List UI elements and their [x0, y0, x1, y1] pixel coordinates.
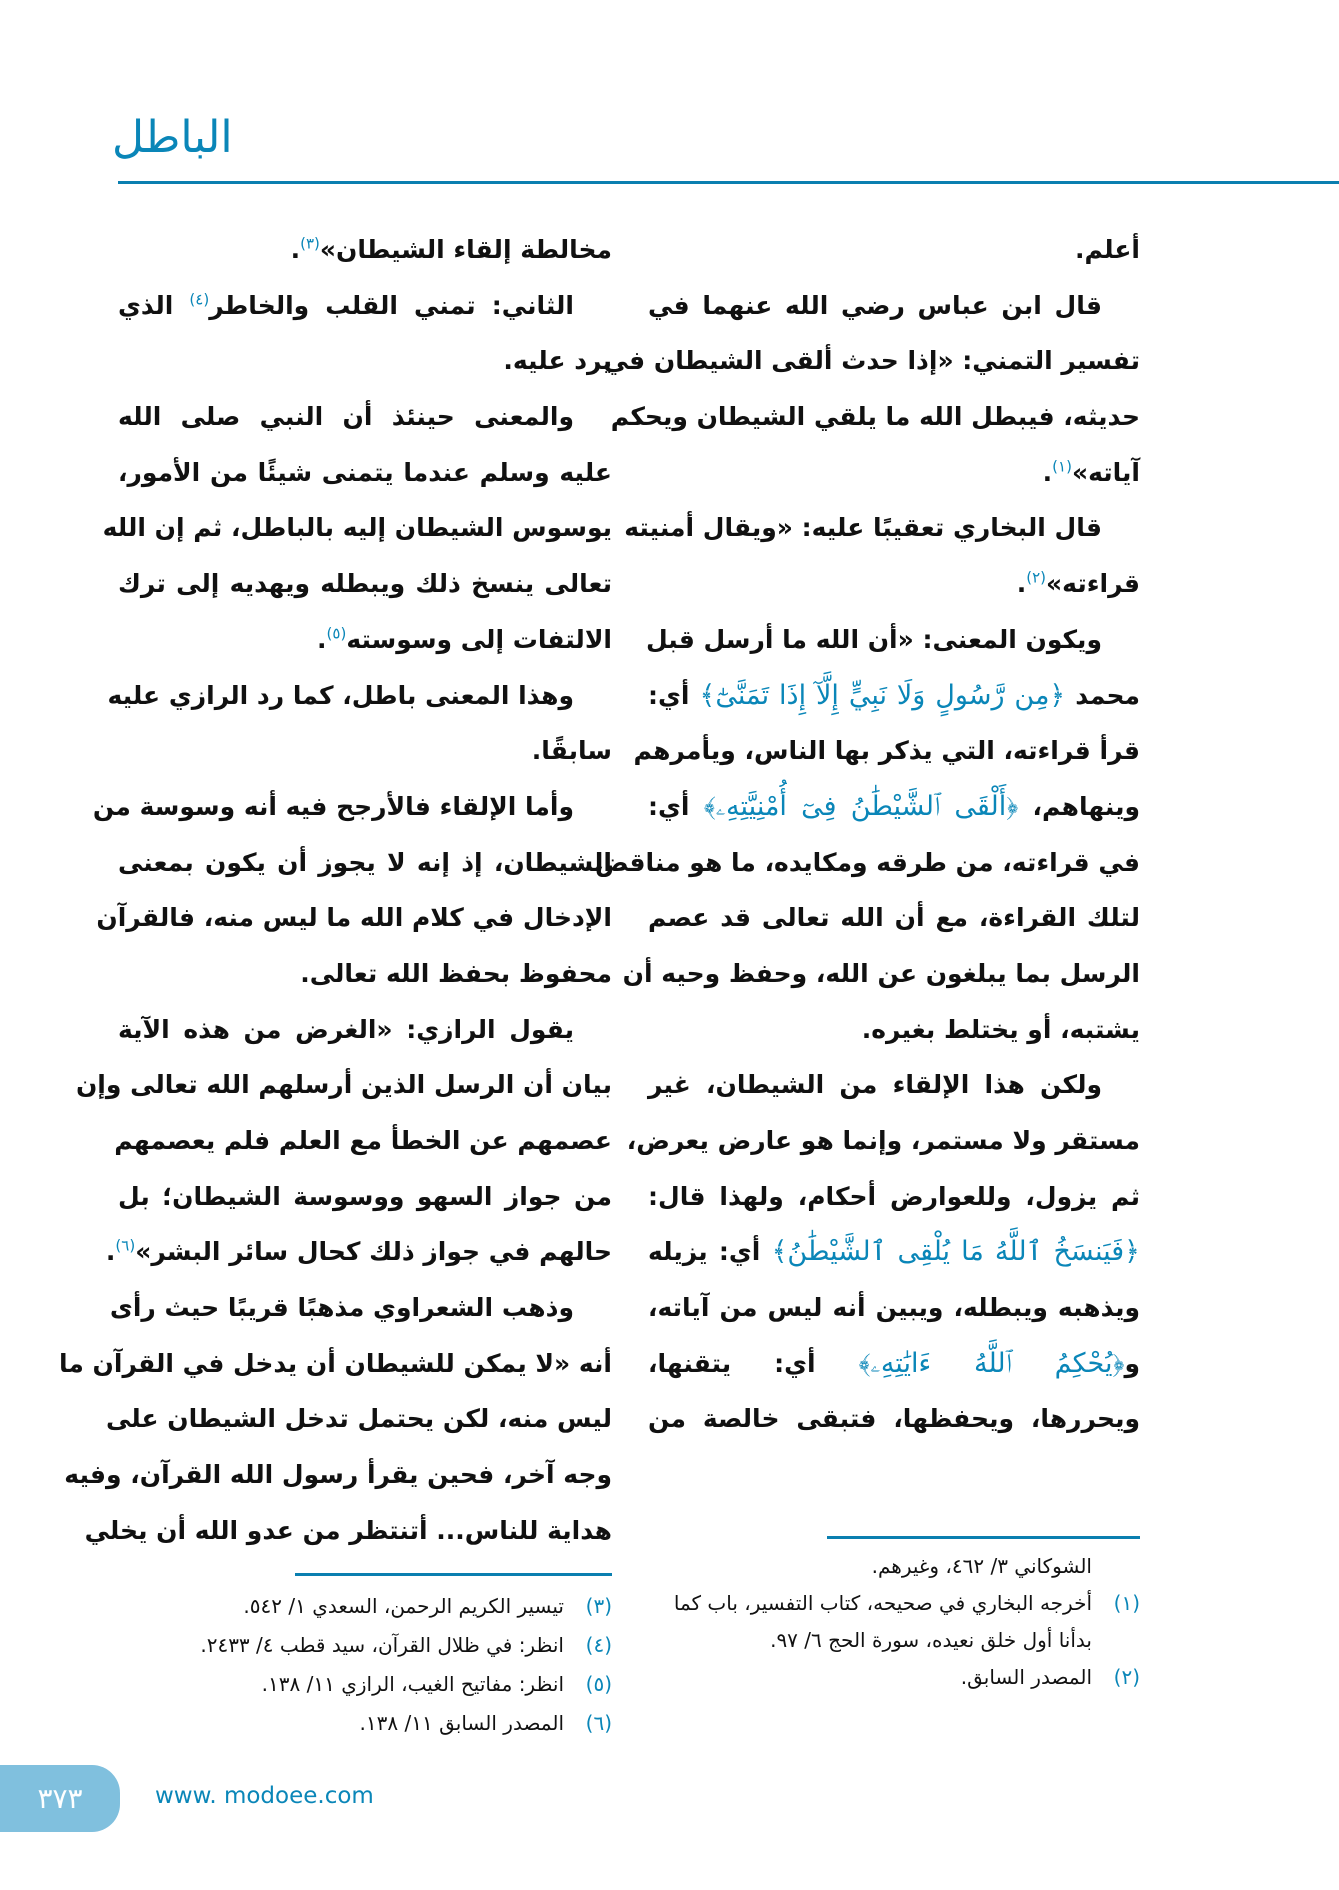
text-line: [64, 1447, 612, 1503]
text-line: [58, 1336, 612, 1392]
text-line: [595, 835, 1140, 891]
text-run: عصمهم عن الخطأ مع العلم فلم يعصمهم: [114, 1126, 612, 1155]
text-line: [648, 1336, 1140, 1392]
right-text-column: [595, 222, 1141, 1447]
text-line: [102, 500, 612, 556]
text-run: أي:: [648, 680, 700, 710]
quran-verse: ﴿مِن رَّسُولٍ وَلَا نَبِيٍّ إِلَّآ إِذَا تَمَنَّىٰٓ﴾: [699, 679, 1066, 711]
text-line: [648, 668, 1140, 724]
footnote-number: [1092, 1548, 1140, 1585]
footnote-number: (٣): [585, 1594, 612, 1618]
text-run: ويحررها، ويحفظها، فتبقى خالصة من: [648, 1404, 1140, 1434]
footnote: [118, 1587, 612, 1626]
text-run: يرد عليه.: [503, 346, 612, 376]
text-run: آياته»: [1071, 457, 1140, 487]
footnote-divider-right: [827, 1536, 1140, 1539]
text-line: [118, 389, 612, 445]
footnote: [118, 1665, 612, 1704]
text-line: [648, 1002, 1140, 1058]
page-number: ٣٧٣: [0, 1765, 120, 1832]
text-run: قال ابن عباس رضي الله عنهما في: [648, 290, 1102, 320]
text-run: وهذا المعنى باطل، كما رد الرازي عليه: [107, 680, 574, 710]
text-run: قال البخاري تعقيبًا عليه: «ويقال أمنيته: [624, 513, 1102, 543]
footnote: [648, 1585, 1140, 1659]
text-run: سابقًا.: [531, 736, 612, 766]
footnote-marker[interactable]: (٥): [326, 624, 347, 643]
text-line: [84, 1503, 612, 1559]
chapter-title: الباطل: [112, 112, 233, 163]
quran-verse: ﴿فَيَنسَخُ ٱللَّهُ مَا يُلْقِى ٱلشَّيْطَٰنُ﴾: [771, 1236, 1140, 1268]
text-run: في قراءته، من طرقه ومكايده، ما هو مناقض: [595, 847, 1140, 877]
text-line: [118, 1169, 612, 1225]
text-run: الثاني: تمني القلب والخاطر: [209, 290, 575, 320]
text-run: تفسير التمني: «إذا حدث ألقى الشيطان في: [603, 346, 1140, 376]
text-line: [118, 946, 612, 1002]
text-run: يوسوس الشيطان إليه بالباطل، ثم إن الله: [102, 513, 612, 543]
text-line: [118, 445, 612, 501]
header-divider: [118, 181, 1339, 184]
text-line: [645, 612, 1140, 668]
text-line: [118, 278, 612, 334]
left-text-column: [58, 222, 612, 1559]
text-run: .: [105, 1237, 116, 1267]
text-line: [114, 1113, 612, 1169]
text-line: [648, 890, 1140, 946]
text-run: .: [290, 235, 301, 264]
footnote-number: (٢): [1113, 1665, 1140, 1689]
text-run: أي:: [648, 791, 704, 821]
text-run: محمد: [1065, 680, 1141, 710]
footnote-marker[interactable]: (٤): [189, 290, 210, 309]
text-run: وذهب الشعراوي مذهبًا قريبًا حيث رأى: [109, 1293, 574, 1323]
text-run: الرسل بما يبلغون عن الله، وحفظ وحيه أن: [622, 958, 1140, 988]
text-line: [603, 333, 1140, 389]
text-run: أنه «لا يمكن للشيطان أن يدخل في القرآن ما: [58, 1348, 612, 1378]
text-line: [610, 389, 1140, 445]
text-line: [92, 779, 612, 835]
text-line: [105, 1391, 612, 1447]
text-run: ويذهبه ويبطله، ويبين أنه ليس من آياته،: [648, 1293, 1140, 1323]
text-run: أي: يزيله: [648, 1237, 772, 1267]
text-line: [118, 333, 612, 389]
text-run: يقول الرازي: «الغرض من هذه الآية: [118, 1014, 574, 1044]
text-line: [109, 1280, 612, 1336]
text-line: [118, 222, 612, 278]
text-line: [648, 1224, 1140, 1280]
text-line: [118, 612, 612, 668]
text-line: [633, 723, 1140, 779]
text-line: [105, 1224, 612, 1280]
footnote-text: المصدر السابق.: [960, 1665, 1092, 1689]
text-run: ويكون المعنى: «أن الله ما أرسل قبل: [645, 624, 1102, 654]
text-run: ولكن هذا الإلقاء من الشيطان، غير: [648, 1070, 1102, 1100]
footnote-number: (٦): [585, 1711, 612, 1735]
footnote-text: انظر: مفاتيح الغيب، الرازي ١١/ ١٣٨.: [261, 1672, 564, 1696]
text-run: من جواز السهو ووسوسة الشيطان؛ بل: [118, 1181, 612, 1211]
text-run: يشتبه، أو يختلط بغيره.: [861, 1014, 1140, 1044]
text-run: الذي: [118, 290, 190, 320]
text-run: أعلم.: [1075, 235, 1140, 264]
footnotes-right: [648, 1548, 1140, 1696]
footnote-marker[interactable]: (٣): [300, 234, 320, 253]
text-run: والمعنى حينئذ أن النبي صلى الله: [118, 402, 574, 432]
footnote-text: الشوكاني ٣/ ٤٦٢، وغيرهم.: [871, 1554, 1092, 1578]
text-line: [648, 1057, 1140, 1113]
text-run: قراءته»: [1046, 569, 1140, 599]
text-line: [624, 500, 1140, 556]
footnote: [118, 1704, 612, 1743]
footnote-number: (٥): [585, 1672, 612, 1696]
footnote: [648, 1548, 1140, 1585]
text-run: .: [1016, 569, 1027, 599]
footnote-text: المصدر السابق ١١/ ١٣٨.: [359, 1711, 564, 1735]
text-run: .: [317, 624, 327, 654]
text-line: [118, 1002, 612, 1058]
footnote-number: (١): [1113, 1591, 1140, 1615]
text-line: [648, 278, 1140, 334]
footnote-number: (٤): [585, 1633, 612, 1657]
text-run: الشيطان، إذ إنه لا يجوز أن يكون بمعنى: [118, 847, 612, 877]
text-run: بيان أن الرسل الذين أرسلهم الله تعالى وإن: [75, 1070, 612, 1100]
text-line: [648, 1169, 1140, 1225]
text-line: [107, 668, 612, 724]
text-run: تعالى ينسخ ذلك ويبطله ويهديه إلى ترك: [118, 569, 612, 599]
text-line: [648, 1391, 1140, 1447]
text-run: وأما الإلقاء فالأرجح فيه أنه وسوسة من: [92, 791, 574, 821]
footnote-divider-left: [295, 1573, 612, 1576]
text-line: [648, 222, 1140, 278]
text-run: و: [1124, 1348, 1140, 1378]
footnote: [118, 1626, 612, 1665]
text-line: [118, 556, 612, 612]
website-link[interactable]: www. modoee.com: [155, 1783, 374, 1809]
text-run: هداية للناس... أتنتظر من عدو الله أن يخلي: [84, 1515, 612, 1545]
footnote: [648, 1659, 1140, 1696]
text-run: وجه آخر، فحين يقرأ رسول الله القرآن، وفيه: [64, 1460, 612, 1490]
text-line: [118, 723, 612, 779]
text-line: [118, 835, 612, 891]
text-run: الإدخال في كلام الله ما ليس منه، فالقرآن: [96, 903, 612, 933]
quran-verse: ﴿يُحْكِمُ ٱللَّهُ ءَايَٰتِهِۦ﴾: [858, 1347, 1125, 1379]
text-run: أي: يتقنها،: [648, 1348, 859, 1378]
text-run: الالتفات إلى وسوسته: [346, 624, 612, 654]
footnote-marker[interactable]: (٦): [115, 1237, 136, 1256]
text-line: [626, 1113, 1140, 1169]
footnotes-left: [118, 1587, 612, 1743]
text-line: [648, 779, 1140, 835]
text-run: محفوظ بحفظ الله تعالى.: [300, 958, 612, 988]
footnote-marker[interactable]: (٢): [1026, 568, 1047, 587]
text-line: [622, 946, 1140, 1002]
text-run: ليس منه، لكن يحتمل تدخل الشيطان على: [105, 1404, 612, 1434]
text-run: وينهاهم،: [1018, 791, 1140, 821]
text-run: ثم يزول، وللعوارض أحكام، ولهذا قال:: [648, 1181, 1140, 1211]
text-line: [648, 556, 1140, 612]
text-run: مخالطة إلقاء الشيطان»: [319, 235, 612, 264]
footnote-marker[interactable]: (١): [1052, 457, 1072, 476]
text-run: لتلك القراءة، مع أن الله تعالى قد عصم: [648, 903, 1140, 933]
text-run: مستقر ولا مستمر، وإنما هو عارض يعرض،: [626, 1126, 1140, 1155]
text-line: [648, 1280, 1140, 1336]
text-line: [96, 890, 612, 946]
footnote-text: أخرجه البخاري في صحيحه، كتاب التفسير، باب كما بدأنا أول خلق نعيده، سورة الحج ٦/ ٩٧.: [673, 1591, 1092, 1652]
footnote-text: انظر: في ظلال القرآن، سيد قطب ٤/ ٢٤٣٣.: [200, 1633, 564, 1657]
text-line: [75, 1057, 612, 1113]
text-run: عليه وسلم عندما يتمنى شيئًا من الأمور،: [118, 457, 612, 487]
text-line: [648, 445, 1140, 501]
text-run: حالهم في جواز ذلك كحال سائر البشر»: [135, 1237, 612, 1267]
text-run: قرأ قراءته، التي يذكر بها الناس، ويأمرهم: [633, 736, 1140, 766]
footnote-text: تيسير الكريم الرحمن، السعدي ١/ ٥٤٢.: [243, 1594, 564, 1618]
quran-verse: ﴿أَلْقَى ٱلشَّيْطَٰنُ فِىٓ أُمْنِيَّتِهِۦ﴾: [703, 790, 1019, 822]
text-run: .: [1042, 457, 1053, 487]
text-run: حديثه، فيبطل الله ما يلقي الشيطان ويحكم: [610, 402, 1140, 432]
